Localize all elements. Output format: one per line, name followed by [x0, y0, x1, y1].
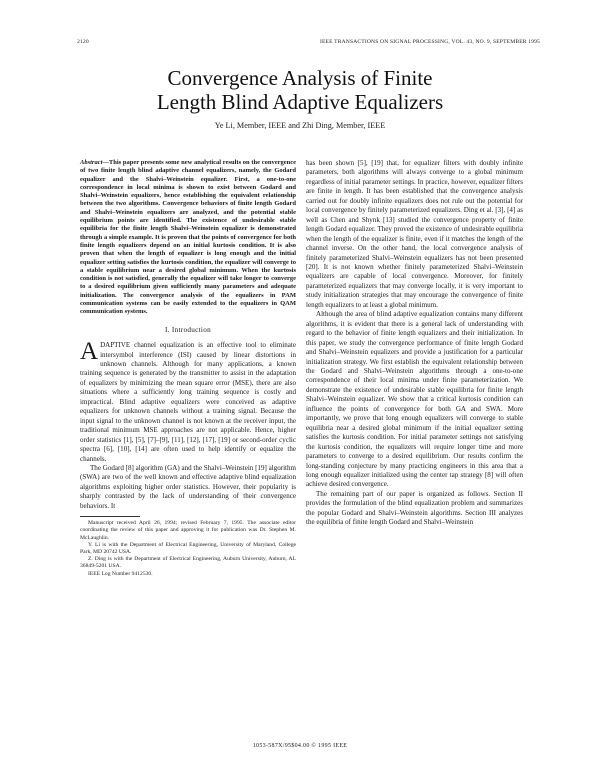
right-paragraph-1: has been shown [5], [19] that, for equalizer filters with doubly infinite parameters, both algorithms will always converge to a global minimum regardless of initial parameter settings. In practice, however, equalizer filters are finite in length. It has been established that the convergence analysis carried out for doubly infinite equalizers does not rule out the potential for local convergence by finitely parameterized equalizers. Ding et al. [3], [4] as well as Chen and Shynk [13] studied the convergence property of finite length Godard equalizer. They proved the existence of undesirable equilibria when the length of the equalizer is finite, even if it matches the length of the channel inverse. On the other hand, the local convergence analysis of finitely parameterized Shalvi–Weinstein equalizers has not been presented [20]. It is not known whether finitely parameterized Shalvi–Weinstein equalizers are capable of local convergence. Moreover, for finitely parameterized equalizers that may converge locally, it is very important to study initialization strategies that may encourage the convergence of finite length equalizers to at least a global minimum.	[306, 159, 523, 309]
footnote-log-number: IEEE Log Number 9412530.	[88, 570, 153, 577]
footnote-manuscript: Manuscript received April 26, 1994; revised February 7, 1995. The associate editor coordinating the review of this paper and approving it for publication was Dr. Stephen M. McLaughlin.	[80, 520, 296, 541]
drop-cap: A	[80, 338, 99, 366]
intro-smallcaps-word: DAPTIVE	[100, 341, 131, 350]
running-header: IEEE TRANSACTIONS ON SIGNAL PROCESSING, VOL. 43, NO. 9, SEPTEMBER 1995	[319, 39, 540, 45]
page-number: 2120	[77, 39, 89, 45]
right-paragraph-2: Although the area of blind adaptive equalization contains many different algorithms, it is evident that there is a general lack of understanding with regard to the behavior of finite length equalizers and their initialization. In this paper, we study the convergence performance of finite length Godard and Shalvi–Weinstein equalizers and provide a justification for a particular initialization strategy. We first establish the equivalent relationship between the Godard and Shalvi–Weinstein algorithms through a one-to-one correspondence of their local minima under finite parameterization. We demonstrate the existence of undesirable stable equilibria for finite length Shalvi–Weinstein equalizer. We show that a critical kurtosis condition can influence the points of convergence for both GA and SWA. More importantly, we prove that long enough equalizers will converge to stable equilibria near a desired global minimum if the initial equalizer setting satisfies the kurtosis condition. For initial parameter settings not satisfying the kurtosis condition, the equalizers will require longer time and more parameters to converge to a desired equilibrium. Our results confirm the long-standing conjecture by many practicing engineers in this area that a long enough equalizer initialized using the center tap strategy [8] will often achieve desired convergence.	[306, 310, 523, 489]
intro-paragraph-2: The Godard [8] algorithm (GA) and the Shalvi–Weinstein [19] algorithm (SWA) are two of the well known and effective adaptive blind equalization algorithms exploiting higher order statistics. However, their popularity is sharply contrasted by the lack of understanding of their convergence behaviors. It	[80, 463, 296, 510]
left-column	[80, 159, 296, 578]
title-line-1: Convergence Analysis of Finite	[167, 66, 433, 90]
section-heading-introduction: I. Introduction	[164, 325, 212, 334]
abstract-text: This paper presents some new analytical results on the convergence of two finite length blind adaptive channel equalizers, namely, the Godard equalizer and the Shalvi–Weinstein equalizer. First, a one-to-one correspondence in local minima is shown to exist between Godard and Shalvi–Weinstein equalizers, hence establishing the equivalent relationship between the two algorithms. Convergence behaviors of finite length Godard and Shalvi–Weinstein equalizers are analyzed, and the potential stable equilibrium points are identified. The existence of undesirable stable equilibria for the finite length Shalvi–Weinstein equalizer is demonstrated through a simple example. It is proven that the points of convergence for both finite length equalizers depend on an initial kurtosis condition. It is also proven that when the length of equalizer is long enough and the initial equalizer setting satisfies the kurtosis condition, the equalizer will converge to a stable equilibrium near a desired global minimum. When the kurtosis condition is not satisfied, generally the equalizer will take longer to converge to a desired equilibrium given sufficiently many parameters and adequate initialization. The convergence analysis of the equalizers in PAM communication systems can be easily extended to the equalizers in QAM communication systems.	[80, 159, 296, 316]
footnotes	[80, 520, 296, 578]
intro-paragraph-1	[80, 338, 296, 464]
title-line-2: Length Blind Adaptive Equalizers	[156, 90, 444, 114]
copyright-footer: 1053-587X/95$04.00 © 1995 IEEE	[252, 743, 348, 749]
right-paragraph-3: The remaining part of our paper is organized as follows. Section II provides the formulation of the blind equalization problem and summarizes the popular Godard and Shalvi–Weinstein algorithms. Section III analyzes the equilibria of finite length Godard and Shalvi–Weinstein	[306, 489, 523, 527]
footnote-author-ding: Z. Ding is with the Department of Electrical Engineering, Auburn University, Auburn, AL 36849-5201 USA.	[80, 556, 296, 570]
paper-title	[0, 66, 600, 114]
author-line: Ye Li, Member, IEEE and Zhi Ding, Member, IEEE	[214, 121, 386, 130]
intro-paragraph-1-text: channel equalization is an effective tool to eliminate intersymbol interference (ISI) caused by linear distortions in unknown channels. Although for many applications, a known training sequence is generated by the transmitter to assist in the adaptation of equalizers by minimizing the mean square error (MSE), there are also situations where a sufficiently long training sequence is costly and impractical. Blind adaptive equalizers were conceived as adaptive equalizers for unknown channels without a training signal. Because the input signal to the unknown channel is not known at the receiver input, the traditional minimum MSE approaches are not applicable. Hence, higher order statistics [1], [5], [7]–[9], [11], [12], [17], [19] or second-order cyclic spectra [6], [10], [14] are often used to help identify or equalize the channels.	[80, 341, 296, 463]
right-column	[306, 159, 523, 528]
abstract	[80, 159, 296, 317]
abstract-label: Abstract—	[80, 159, 109, 166]
footnote-divider	[80, 516, 140, 517]
footnote-author-li: Y. Li is with the Department of Electrical Engineering, University of Maryland, College Park, MD 20742 USA.	[80, 541, 296, 556]
